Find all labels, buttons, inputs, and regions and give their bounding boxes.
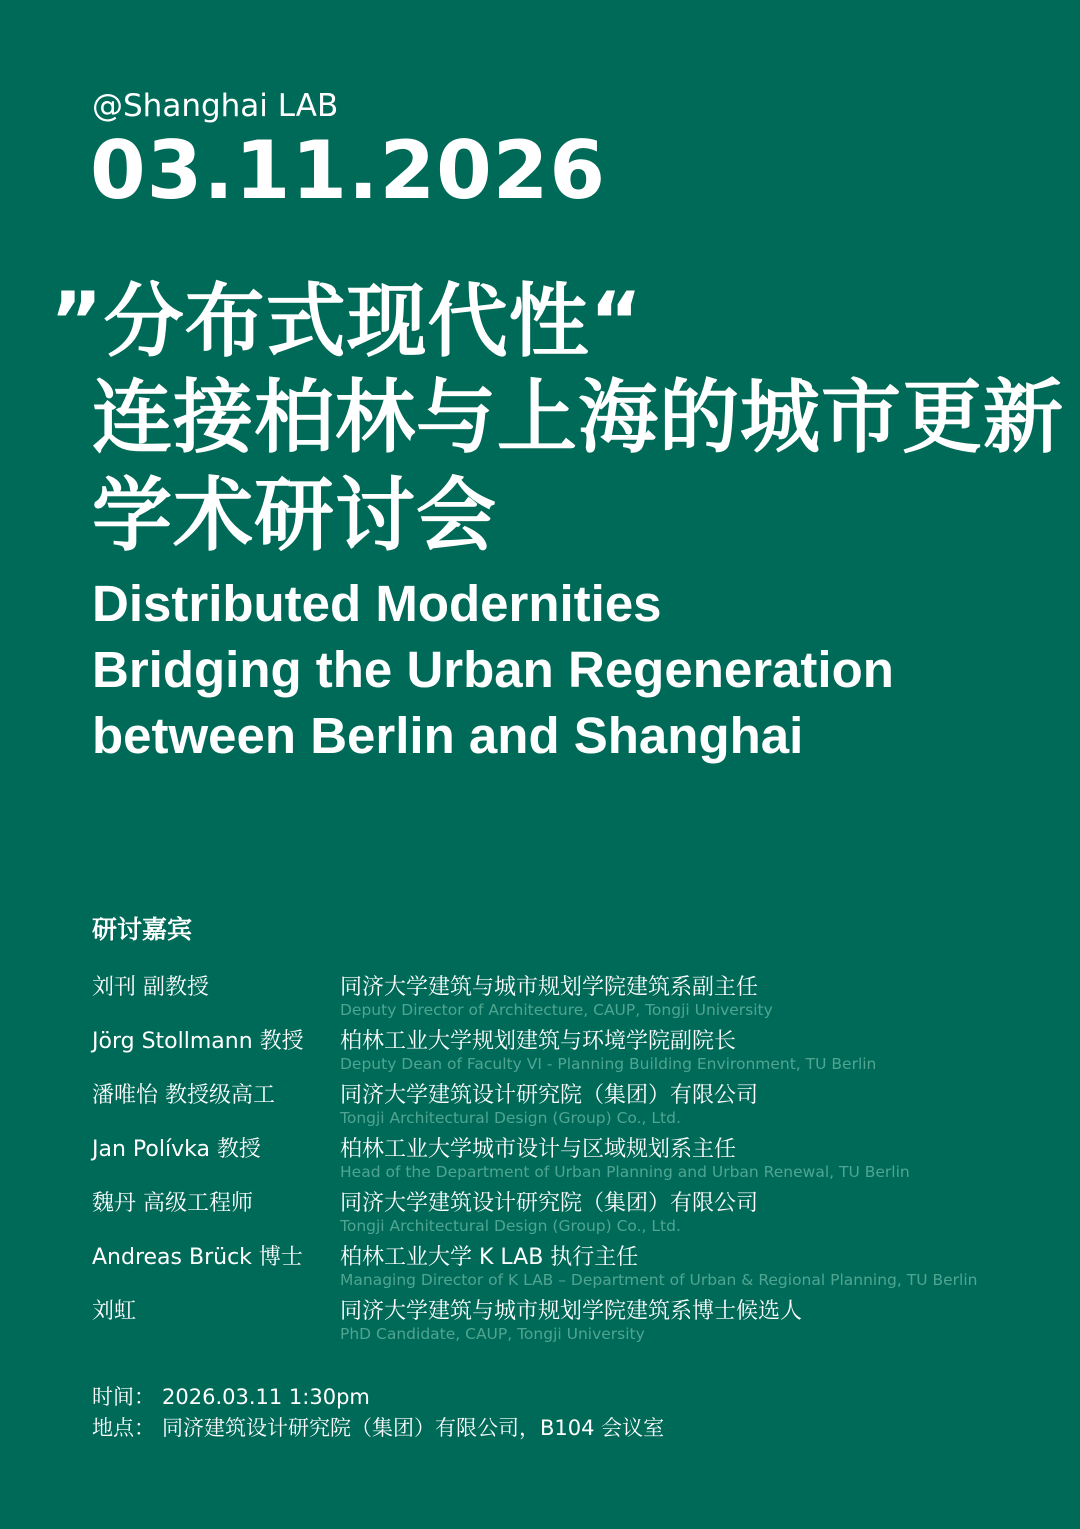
time-value: 2026.03.11 1:30pm [162, 1385, 370, 1409]
title-en-line-3: between Berlin and Shanghai [92, 707, 804, 764]
guest-name: Andreas Brück 博士 [92, 1245, 303, 1270]
event-date: 03.11.2026 [90, 124, 607, 217]
guest-role-en: Tongji Architectural Design (Group) Co., Ltd. [340, 1217, 681, 1235]
guests-heading: 研讨嘉宾 [92, 915, 193, 944]
event-time [92, 1382, 370, 1412]
event-location [92, 1413, 664, 1443]
guest-role-cn: 柏林工业大学 K LAB 执行主任 [340, 1245, 639, 1270]
guest-role-cn: 同济大学建筑与城市规划学院建筑系博士候选人 [340, 1299, 803, 1324]
guest-role-cn: 同济大学建筑设计研究院（集团）有限公司 [340, 1191, 759, 1216]
guest-row [0, 1079, 1080, 1133]
guest-role-en: PhD Candidate, CAUP, Tongji University [340, 1325, 645, 1343]
place-value: 同济建筑设计研究院（集团）有限公司，B104 会议室 [162, 1416, 665, 1440]
guest-row [0, 1241, 1080, 1295]
guest-role-en: Tongji Architectural Design (Group) Co., Ltd. [340, 1109, 681, 1127]
guest-row [0, 1187, 1080, 1241]
guest-name: 魏丹 高级工程师 [92, 1191, 253, 1216]
organizer-handle: @Shanghai LAB [92, 88, 339, 124]
title-en-line-1: Distributed Modernities [92, 575, 662, 632]
title-cn-line-2: 连接柏林与上海的城市更新 [92, 371, 1064, 464]
guest-row [0, 971, 1080, 1025]
guest-role-cn: 同济大学建筑设计研究院（集团）有限公司 [340, 1083, 759, 1108]
guest-role-en: Managing Director of K LAB – Department of Urban & Regional Planning, TU Berlin [340, 1271, 978, 1289]
guest-role-en: Head of the Department of Urban Planning and Urban Renewal, TU Berlin [340, 1163, 910, 1181]
guest-role-cn: 柏林工业大学城市设计与区域规划系主任 [340, 1137, 737, 1162]
guest-row [0, 1025, 1080, 1079]
place-label: 地点： [92, 1416, 155, 1440]
guest-role-cn: 同济大学建筑与城市规划学院建筑系副主任 [340, 975, 759, 1000]
guest-name: Jörg Stollmann 教授 [92, 1029, 304, 1054]
title-cn-line-1: ”分布式现代性“ [50, 275, 644, 368]
guest-name: 刘虹 [92, 1299, 137, 1324]
guest-name: Jan Polívka 教授 [92, 1137, 261, 1162]
guest-row [0, 1133, 1080, 1187]
guest-role-en: Deputy Dean of Faculty VI - Planning Building Environment, TU Berlin [340, 1055, 877, 1073]
guest-name: 刘刊 副教授 [92, 975, 209, 1000]
guest-row [0, 1295, 1080, 1349]
title-en-line-2: Bridging the Urban Regeneration [92, 641, 894, 698]
guest-name: 潘唯怡 教授级高工 [92, 1083, 275, 1108]
guest-role-en: Deputy Director of Architecture, CAUP, Tongji University [340, 1001, 773, 1019]
time-label: 时间： [92, 1385, 155, 1409]
guest-role-cn: 柏林工业大学规划建筑与环境学院副院长 [340, 1029, 737, 1054]
title-cn-line-3: 学术研讨会 [92, 469, 497, 562]
